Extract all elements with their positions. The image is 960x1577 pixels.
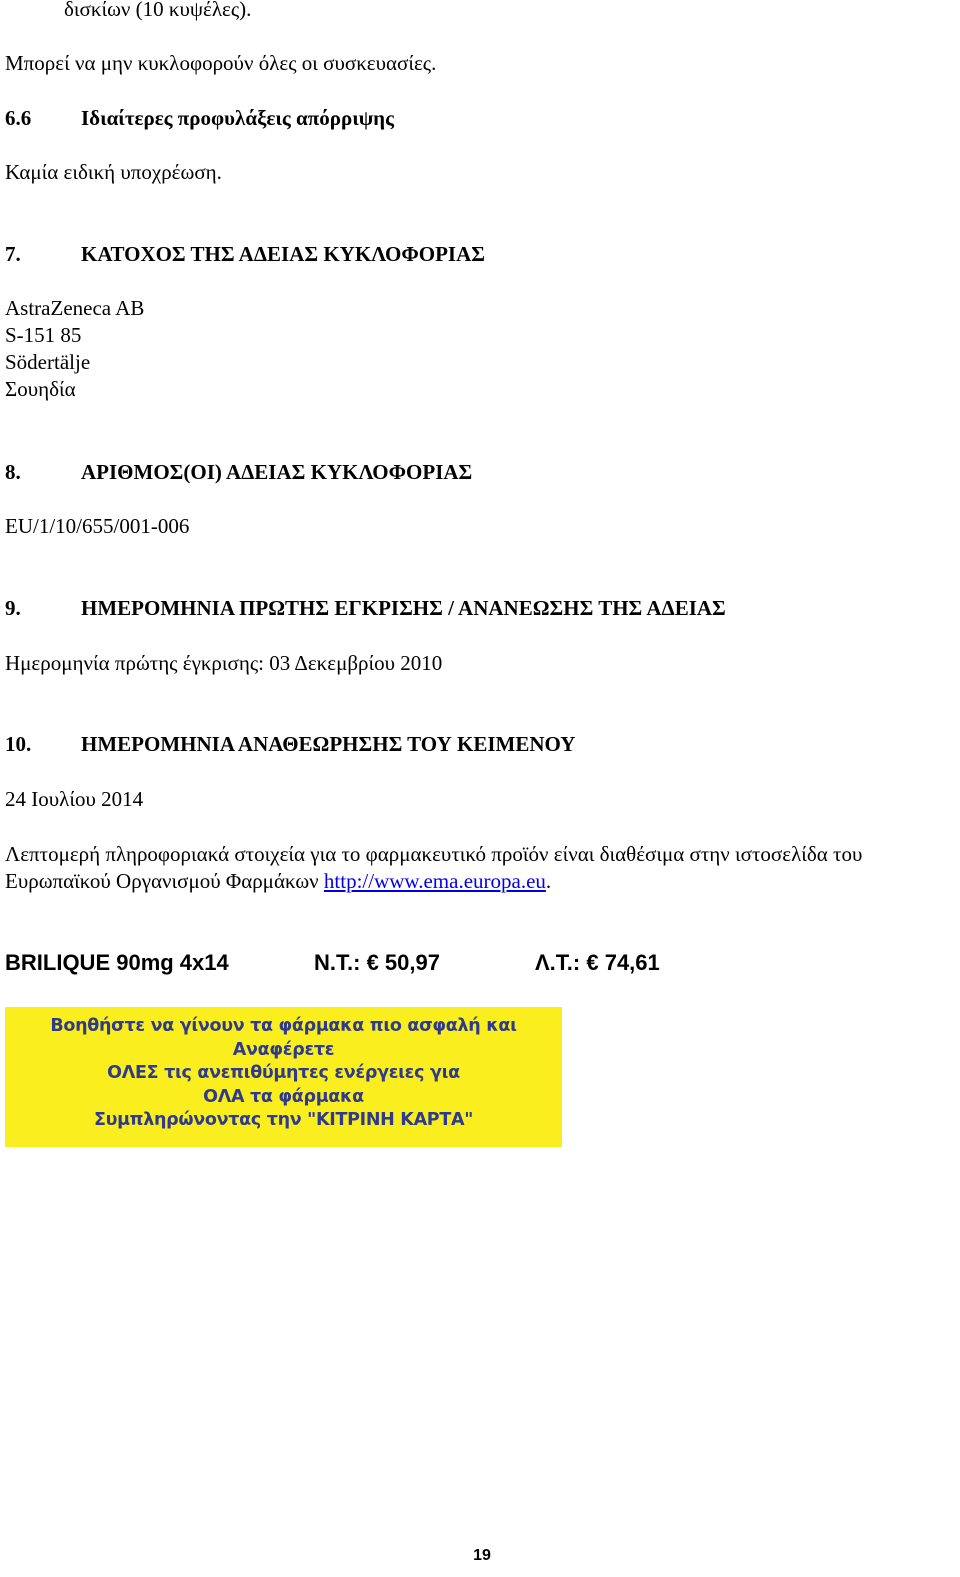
- section-9-body: Ημερομηνία πρώτης έγκρισης: 03 Δεκεμβρίου 2010: [5, 651, 443, 675]
- retail-price: Λ.Τ.: € 74,61: [535, 950, 660, 975]
- info-line-2: [5, 868, 551, 895]
- section-number: 7.: [5, 242, 21, 266]
- yellow-card-banner: [5, 1007, 562, 1147]
- info-suffix: .: [545, 869, 552, 893]
- banner-line: Συμπληρώνοντας την "ΚΙΤΡΙΝΗ ΚΑΡΤΑ": [93, 1110, 474, 1130]
- section-number: 10.: [5, 732, 32, 756]
- product-name: BRILIQUE 90mg 4x14: [5, 950, 229, 975]
- section-8-body: EU/1/10/655/001-006: [5, 514, 190, 538]
- section-title: ΑΡΙΘΜΟΣ(ΟΙ) ΑΔΕΙΑΣ ΚΥΚΛΟΦΟΡΙΑΣ: [81, 460, 473, 484]
- section-6-6-body: Καμία ειδική υποχρέωση.: [5, 160, 222, 184]
- top-line: δισκίων (10 κυψέλες).: [64, 0, 252, 21]
- packs-note: Μπορεί να μην κυκλοφορούν όλες οι συσκευασίες.: [5, 51, 437, 75]
- banner-line: ΟΛΕΣ τις ανεπιθύμητες ενέργειες για: [107, 1063, 460, 1083]
- banner-line: Αναφέρετε: [232, 1039, 335, 1060]
- holder-address: [5, 295, 144, 403]
- section-number: 6.6: [5, 106, 32, 130]
- banner-line: Βοηθήστε να γίνουν τα φάρμακα πιο ασφαλή και: [50, 1016, 517, 1036]
- section-title: ΗΜΕΡΟΜΗΝΙΑ ΑΝΑΘΕΩΡΗΣΗΣ ΤΟΥ ΚΕΙΜΕΝΟΥ: [81, 732, 576, 756]
- section-title: Ιδιαίτερες προφυλάξεις απόρριψης: [81, 106, 394, 130]
- banner-line: ΟΛΑ τα φάρμακα: [203, 1086, 364, 1107]
- ema-link[interactable]: http://www.ema.europa.eu: [323, 869, 546, 893]
- section-10-body: 24 Ιουλίου 2014: [5, 787, 144, 811]
- info-line-1: Λεπτομερή πληροφοριακά στοιχεία για το φαρμακευτικό προϊόν είναι διαθέσιμα στην ιστοσελίδα του: [5, 842, 863, 866]
- section-title: ΗΜΕΡΟΜΗΝΙΑ ΠΡΩΤΗΣ ΕΓΚΡΙΣΗΣ / ΑΝΑΝΕΩΣΗΣ ΤΗΣ ΑΔΕΙΑΣ: [81, 596, 726, 620]
- section-title: ΚΑΤΟΧΟΣ ΤΗΣ ΑΔΕΙΑΣ ΚΥΚΛΟΦΟΡΙΑΣ: [81, 242, 485, 266]
- section-number: 8.: [5, 460, 21, 484]
- address-line: S-151 85: [5, 323, 82, 347]
- info-prefix: Ευρωπαϊκού Οργανισμού Φαρμάκων: [5, 869, 324, 893]
- address-line: AstraZeneca AB: [5, 296, 145, 320]
- page-number: 19: [473, 1547, 491, 1564]
- address-line: Σουηδία: [5, 377, 76, 401]
- address-line: Södertälje: [5, 350, 91, 374]
- wholesale-price: Ν.Τ.: € 50,97: [314, 950, 440, 975]
- section-number: 9.: [5, 596, 21, 620]
